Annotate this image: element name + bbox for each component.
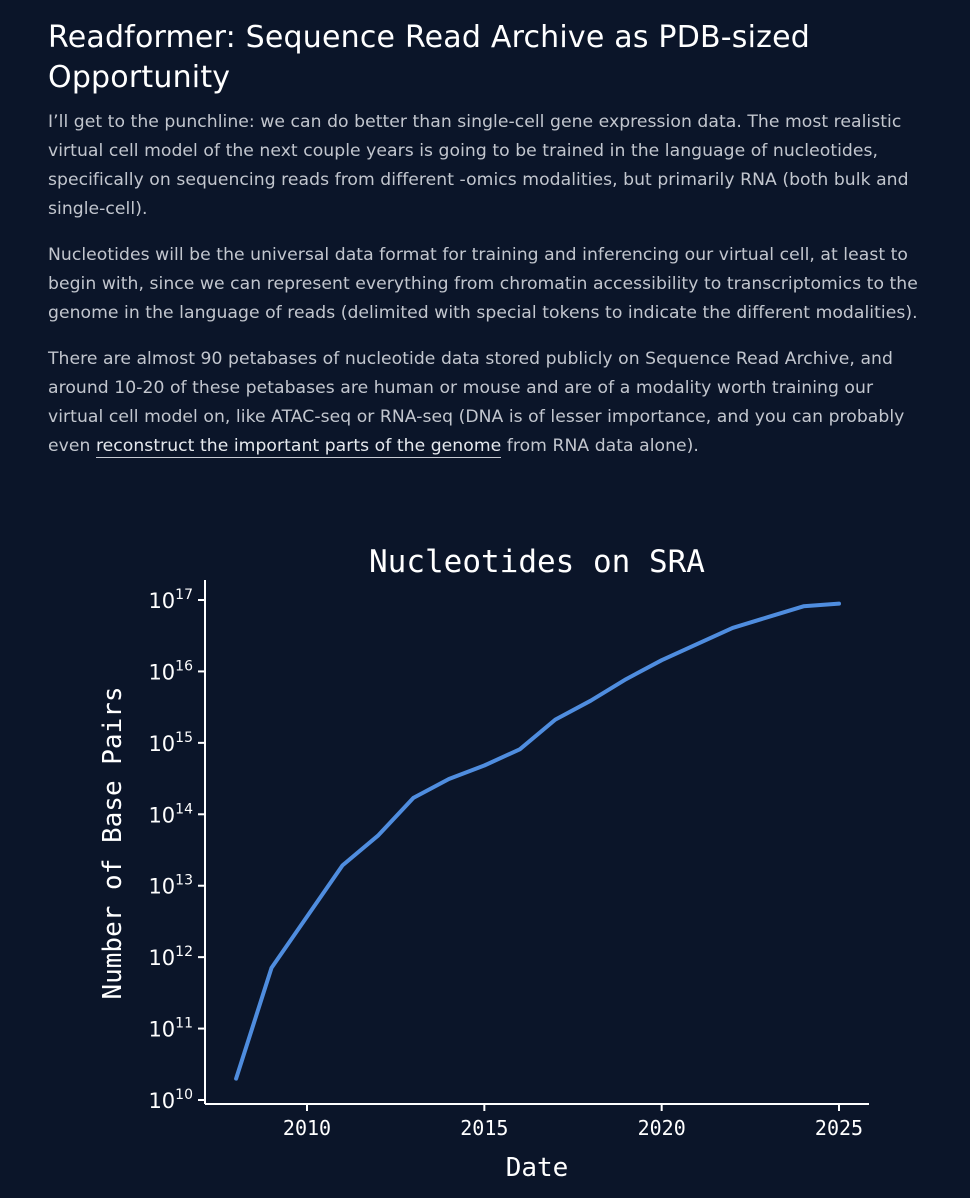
paragraph-3 [48,345,928,461]
x-ticks [283,1104,863,1140]
x-tick-label: 2020 [637,1116,686,1140]
y-tick-label: $10^{17}$ [148,587,193,613]
y-tick-label: $10^{14}$ [148,801,193,828]
y-tick-label: $10^{12}$ [148,944,193,971]
paragraph-3-text-end: from RNA data alone). [501,436,699,456]
y-axis-label: Number of Base Pairs [98,686,128,1000]
y-tick-label: $10^{15}$ [148,729,193,756]
sra-chart [0,530,970,1198]
chart-title: Nucleotides on SRA [369,544,705,580]
y-tick-label: $10^{16}$ [148,658,193,685]
series-line [236,604,839,1079]
y-ticks [148,587,205,1113]
paragraph-2: Nucleotides will be the universal data format for training and inferencing our virtual cell, at least to begin with, since we can represent everything from chromatin accessibility to transcriptomics to the genome in the language of reads (delimited with special tokens to indicate the different modalities). [48,245,918,323]
x-tick-label: 2025 [814,1116,864,1140]
x-axis-label: Date [505,1153,569,1183]
y-tick-label: $10^{13}$ [148,872,193,899]
article-title: Readformer: Sequence Read Archive as PDB-sized Opportunity [48,20,811,95]
x-tick-label: 2015 [460,1116,509,1140]
paragraph-3-text-start: There are almost 90 petabases of nucleotide data stored publicly on Sequence Read Archive, and around 10-20 of these petabases are human or mouse and are of a modality worth training our virtual cell model on, like ATAC-seq or RNA-seq (DNA is of lesser importance, and you can probably even [48,349,905,456]
paragraph-1: I’ll get to the punchline: we can do better than single-cell gene expression data. The most realistic virtual cell model of the next couple years is going to be trained in the language of nucleotides, specifically on sequencing reads from different -omics modalities, but primarily RNA (both bulk and single-cell). [48,112,909,219]
y-tick-label: $10^{11}$ [148,1015,193,1042]
y-tick-label: $10^{10}$ [148,1087,193,1113]
chart-svg [0,530,970,1198]
x-tick-label: 2010 [282,1116,332,1140]
genome-reconstruction-link[interactable]: reconstruct the important parts of the genome [95,436,502,456]
article [48,18,928,478]
